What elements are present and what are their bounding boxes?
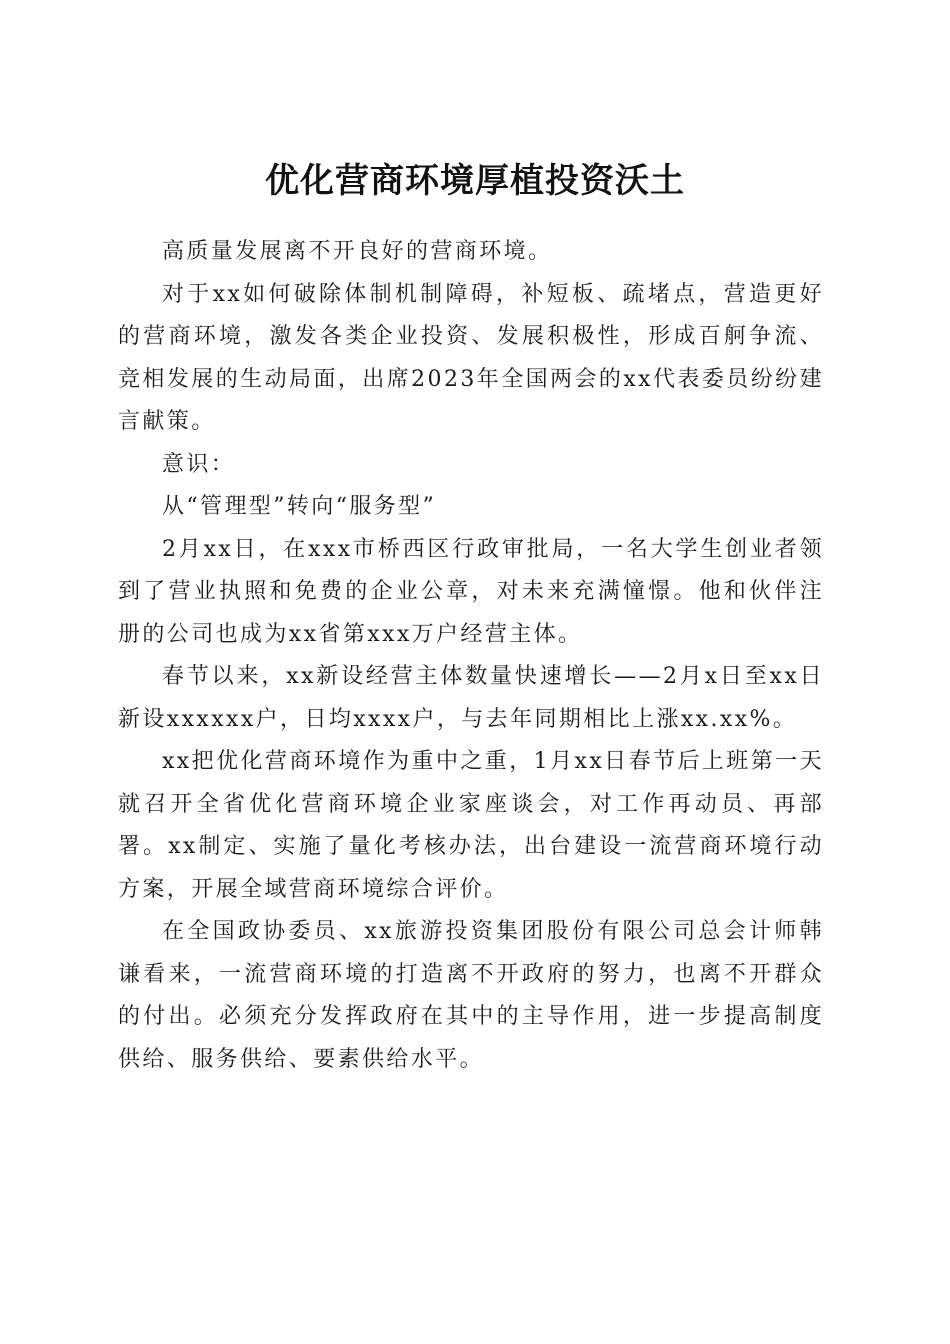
paragraph-entrepreneur: 2月xx日，在xxx市桥西区行政审批局，一名大学生创业者领到了营业执照和免费的企业公章，对未来充满憧憬。他和伙伴注册的公司也成为xx省第xxx万户经营主体。: [118, 536, 824, 647]
paragraph-heading-awareness: 意识：: [162, 451, 236, 477]
paragraph-statistics: 春节以来，xx新设经营主体数量快速增长——2月x日至xx日新设xxxxxx户，日均xxxx户，与去年同期相比上涨xx.xx%。: [118, 664, 824, 732]
paragraph-policy: xx把优化营商环境作为重中之重，1月xx日春节后上班第一天就召开全省优化营商环境企业家座谈会，对工作再动员、再部署。xx制定、实施了量化考核办法，出台建设一流营商环境行动方案，开展全域营商环境综合评价。: [118, 749, 824, 902]
document-title: 优化营商环境厚植投资沃土: [265, 160, 685, 201]
paragraph-opinion: 在全国政协委员、xx旅游投资集团股份有限公司总会计师韩谦看来，一流营商环境的打造离不开政府的努力，也离不开群众的付出。必须充分发挥政府在其中的主导作用，进一步提高制度供给、服务供给、要素供给水平。: [118, 919, 824, 1072]
paragraph-intro: 高质量发展离不开良好的营商环境。: [162, 239, 553, 264]
document-body: [118, 231, 824, 1081]
paragraph-subheading: 从“管理型”转向“服务型”: [162, 494, 437, 519]
paragraph-background: 对于xx如何破除体制机制障碍，补短板、疏堵点，营造更好的营商环境，激发各类企业投资、发展积极性，形成百舸争流、竞相发展的生动局面，出席2023年全国两会的xx代表委员纷纷建言献策。: [118, 281, 824, 434]
